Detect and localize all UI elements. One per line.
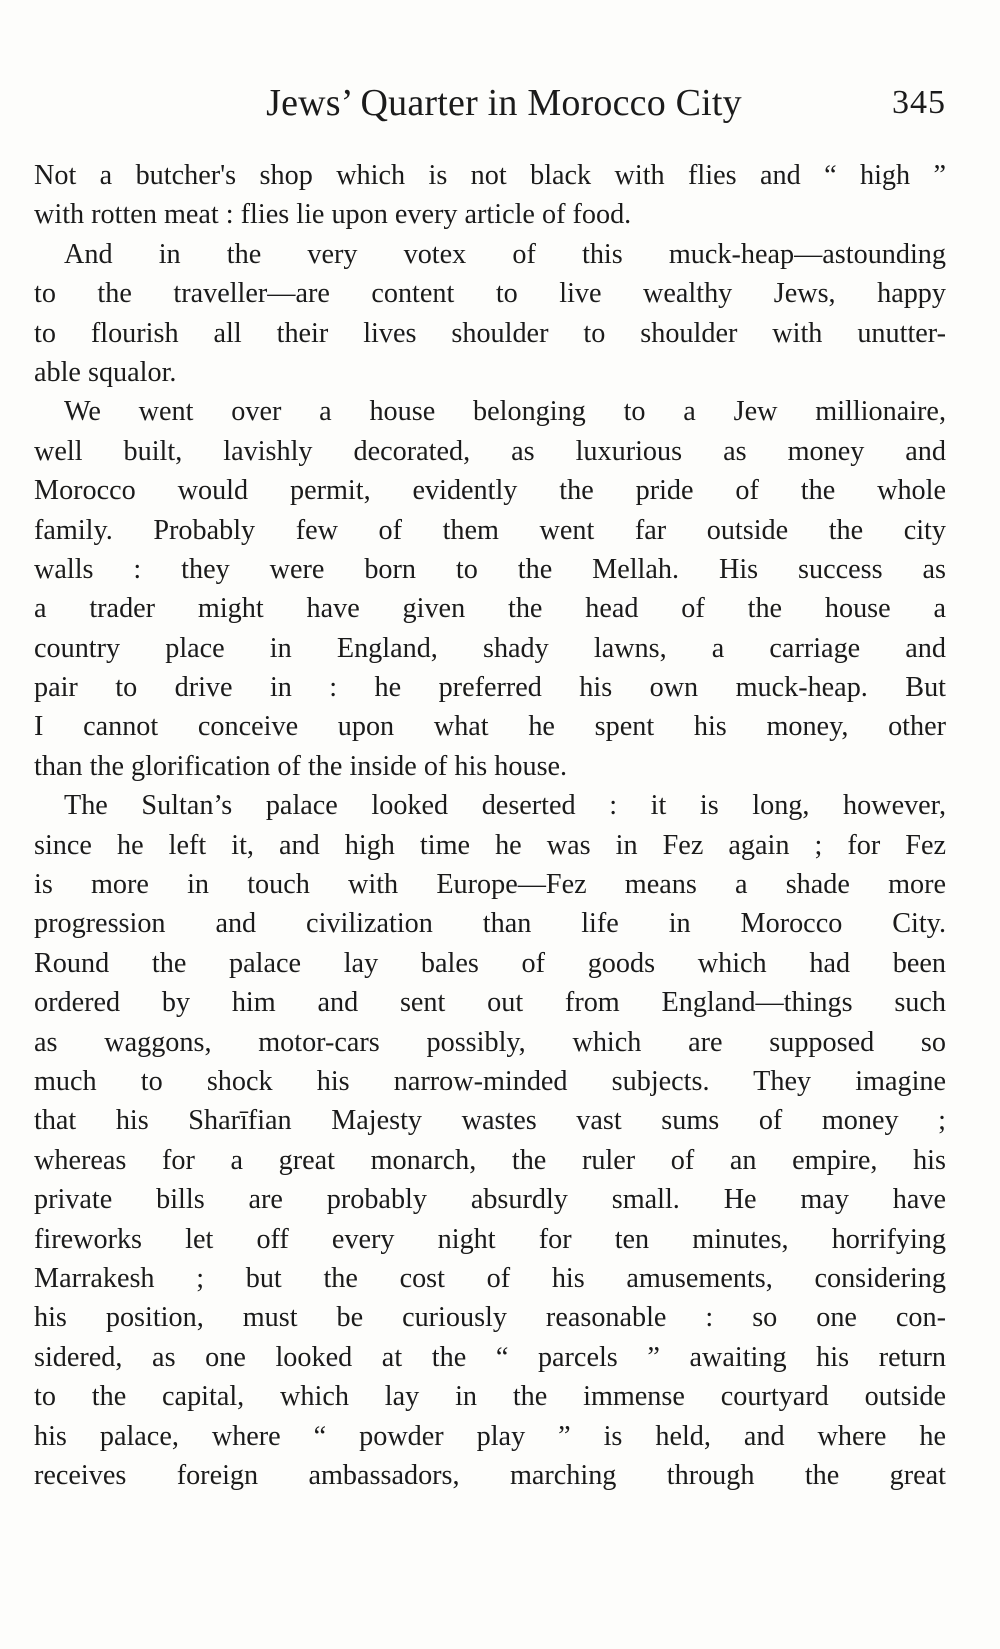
text-line: well built, lavishly decorated, as luxurious as money and bbox=[34, 435, 946, 467]
text-line: pair to drive in : he preferred his own muck-heap. But bbox=[34, 672, 946, 704]
text-line: We went over a house belonging to a Jew millionaire, bbox=[64, 396, 946, 428]
page-number: 345 bbox=[892, 84, 946, 121]
text-line: ordered by him and sent out from England—things such bbox=[34, 987, 946, 1019]
text-line: Round the palace lay bales of goods which had been bbox=[34, 947, 946, 979]
text-line: progression and civilization than life in Morocco City. bbox=[34, 908, 946, 940]
text-line: a trader might have given the head of the house a bbox=[34, 593, 946, 625]
text-line: since he left it, and high time he was in Fez again ; for Fez bbox=[34, 829, 946, 861]
text-line: is more in touch with Europe—Fez means a shade more bbox=[34, 869, 946, 901]
text-line: walls : they were born to the Mellah. His success as bbox=[34, 553, 946, 585]
text-line: fireworks let off every night for ten minutes, horrifying bbox=[34, 1223, 946, 1255]
text-line: Morocco would permit, evidently the pride of the whole bbox=[34, 475, 946, 507]
body-text bbox=[34, 156, 946, 1495]
running-head bbox=[34, 75, 946, 135]
text-line: as waggons, motor-cars possibly, which are supposed so bbox=[34, 1026, 946, 1058]
text-line: Not a butcher's shop which is not black with flies and “ high ” bbox=[34, 160, 946, 191]
text-line: to the traveller—are content to live wealthy Jews, happy bbox=[34, 278, 946, 310]
text-line: his position, must be curiously reasonable : so one con- bbox=[34, 1302, 946, 1334]
text-line: much to shock his narrow-minded subjects. They imagine bbox=[34, 1065, 946, 1097]
text-line: I cannot conceive upon what he spent his money, other bbox=[34, 711, 946, 743]
text-line: that his Sharīfian Majesty wastes vast sums of money ; bbox=[34, 1105, 946, 1137]
text-line: able squalor. bbox=[34, 356, 177, 388]
text-line: with rotten meat : flies lie upon every article of food. bbox=[34, 199, 632, 231]
text-line: Marrakesh ; but the cost of his amusements, considering bbox=[34, 1262, 946, 1294]
text-line: family. Probably few of them went far outside the city bbox=[34, 514, 946, 546]
text-line: to flourish all their lives shoulder to shoulder with unutter- bbox=[34, 317, 946, 349]
text-line: whereas for a great monarch, the ruler of an empire, his bbox=[34, 1144, 946, 1176]
text-line: receives foreign ambassadors, marching through the great bbox=[34, 1459, 946, 1491]
running-title: Jews’ Quarter in Morocco City bbox=[266, 82, 742, 124]
text-line: country place in England, shady lawns, a carriage and bbox=[34, 632, 946, 664]
text-line: And in the very votex of this muck-heap—astounding bbox=[64, 238, 946, 270]
text-line: sidered, as one looked at the “ parcels ” awaiting his return bbox=[34, 1341, 946, 1373]
text-line: his palace, where “ powder play ” is held, and where he bbox=[34, 1420, 946, 1452]
text-line: to the capital, which lay in the immense courtyard outside bbox=[34, 1381, 946, 1413]
text-line: private bills are probably absurdly small. He may have bbox=[34, 1184, 946, 1216]
text-line: than the glorification of the inside of his house. bbox=[34, 750, 568, 782]
text-line: The Sultan’s palace looked deserted : it is long, however, bbox=[64, 790, 946, 822]
